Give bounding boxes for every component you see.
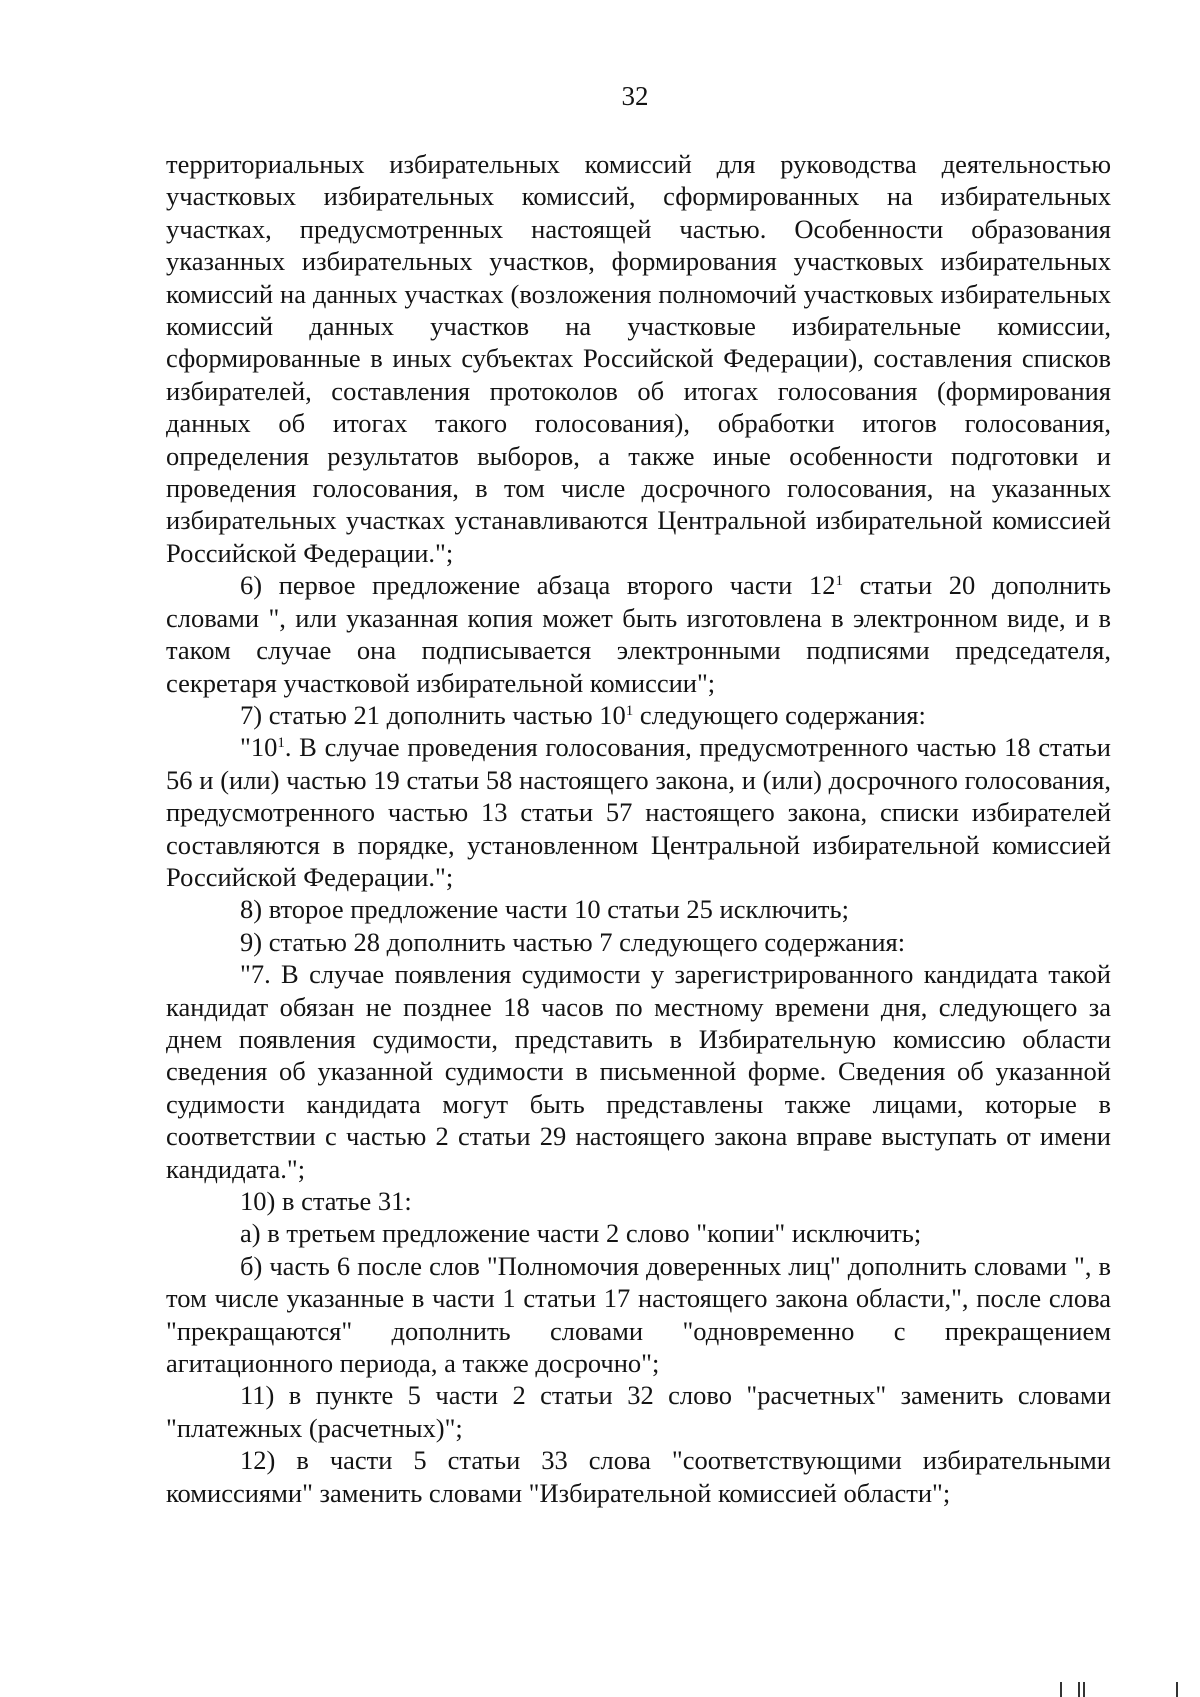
paragraph-text: статьи 20 дополнить словами ", или указанная копия может быть изготовлена в электронном виде, и в таком случае она подписывается электронными подписями председателя, секретаря участковой избирательной комиссии"; xyxy=(166,570,1111,698)
document-body xyxy=(166,148,1111,1509)
paragraph-subitem-b: б) часть 6 после слов "Полномочия доверенных лиц" дополнить словами ", в том числе указанные в части 1 статьи 17 настоящего закона области,", после слова "прекращаются" дополнить словами "одновременно с прекращением агитационного периода, а также досрочно"; xyxy=(166,1250,1111,1379)
paragraph-quote-7: "7. В случае появления судимости у зарегистрированного кандидата такой кандидат обязан не позднее 18 часов по местному времени дня, следующего за днем появления судимости, представить в Избирательную комиссию области сведения об указанной судимости в письменной форме. Сведения об указанной судимости кандидата могут быть представлены также лицами, которые в соответствии с частью 2 статьи 29 настоящего закона вправе выступать от имени кандидата."; xyxy=(166,959,1111,1184)
paragraph-text: следующего содержания: xyxy=(633,699,926,730)
paragraph-item-9: 9) статью 28 дополнить частью 7 следующего содержания: xyxy=(240,926,906,957)
paragraph-item-8: 8) второе предложение части 10 статьи 25 исключить; xyxy=(240,894,849,925)
paragraph-item-11: 11) в пункте 5 части 2 статьи 32 слово "расчетных" заменить словами "платежных (расчетных)"; xyxy=(166,1380,1111,1443)
paragraph-continued: территориальных избирательных комиссий для руководства деятельностью участковых избирательных комиссий, сформированных на избирательных участках, предусмотренных настоящей частью. Особенности образования указанных избирательных участков, формирования участковых избирательных комиссий на данных участках (возложения полномочий участковых избирательных комиссий данных участков на участковые избирательные комиссии, сформированные в иных субъектах Российской Федерации), составления списков избирателей, составления протоколов об итогах голосования (формирования данных об итогах такого голосования), обработки итогов голосования, определения результатов выборов, а также иные особенности подготовки и проведения голосования, в том числе досрочного голосования, на указанных избирательных участках устанавливаются Центральной избирательной комиссией Российской Федерации."; xyxy=(166,149,1111,568)
paragraph-text: 6) первое предложение абзаца второго части 12 xyxy=(240,570,836,601)
paragraph-text: 7) статью 21 дополнить частью 10 xyxy=(240,699,626,730)
paragraph-text: . В случае проведения голосования, предусмотренного частью 18 статьи 56 и (или) частью 19 статьи 58 настоящего закона, и (или) досрочного голосования, предусмотренного частью 13 статьи 57 настоящего закона, списки избирателей составляются в порядке, установленном Центральной избирательной комиссией Российской Федерации."; xyxy=(166,732,1111,892)
scan-mark xyxy=(1078,1682,1080,1697)
paragraph-quote-10-1 xyxy=(166,731,1111,893)
scan-mark xyxy=(1083,1682,1085,1697)
paragraph-text: "10 xyxy=(240,732,278,763)
paragraph-item-12: 12) в части 5 статьи 33 слова "соответствующими избирательными комиссиями" заменить словами "Избирательной комиссией области"; xyxy=(166,1445,1111,1508)
superscript: 1 xyxy=(835,573,843,590)
superscript: 1 xyxy=(277,735,285,752)
paragraph-item-6 xyxy=(166,569,1111,699)
scan-mark xyxy=(1060,1682,1062,1697)
paragraph-item-10: 10) в статье 31: xyxy=(240,1186,412,1216)
paragraph-subitem-a: а) в третьем предложение части 2 слово "копии" исключить; xyxy=(240,1218,922,1249)
paragraph-item-7 xyxy=(166,699,1111,731)
superscript: 1 xyxy=(625,702,634,719)
scan-artifact-marks xyxy=(1050,1682,1190,1697)
page-number: 32 xyxy=(621,81,649,111)
scan-mark xyxy=(1176,1682,1178,1697)
